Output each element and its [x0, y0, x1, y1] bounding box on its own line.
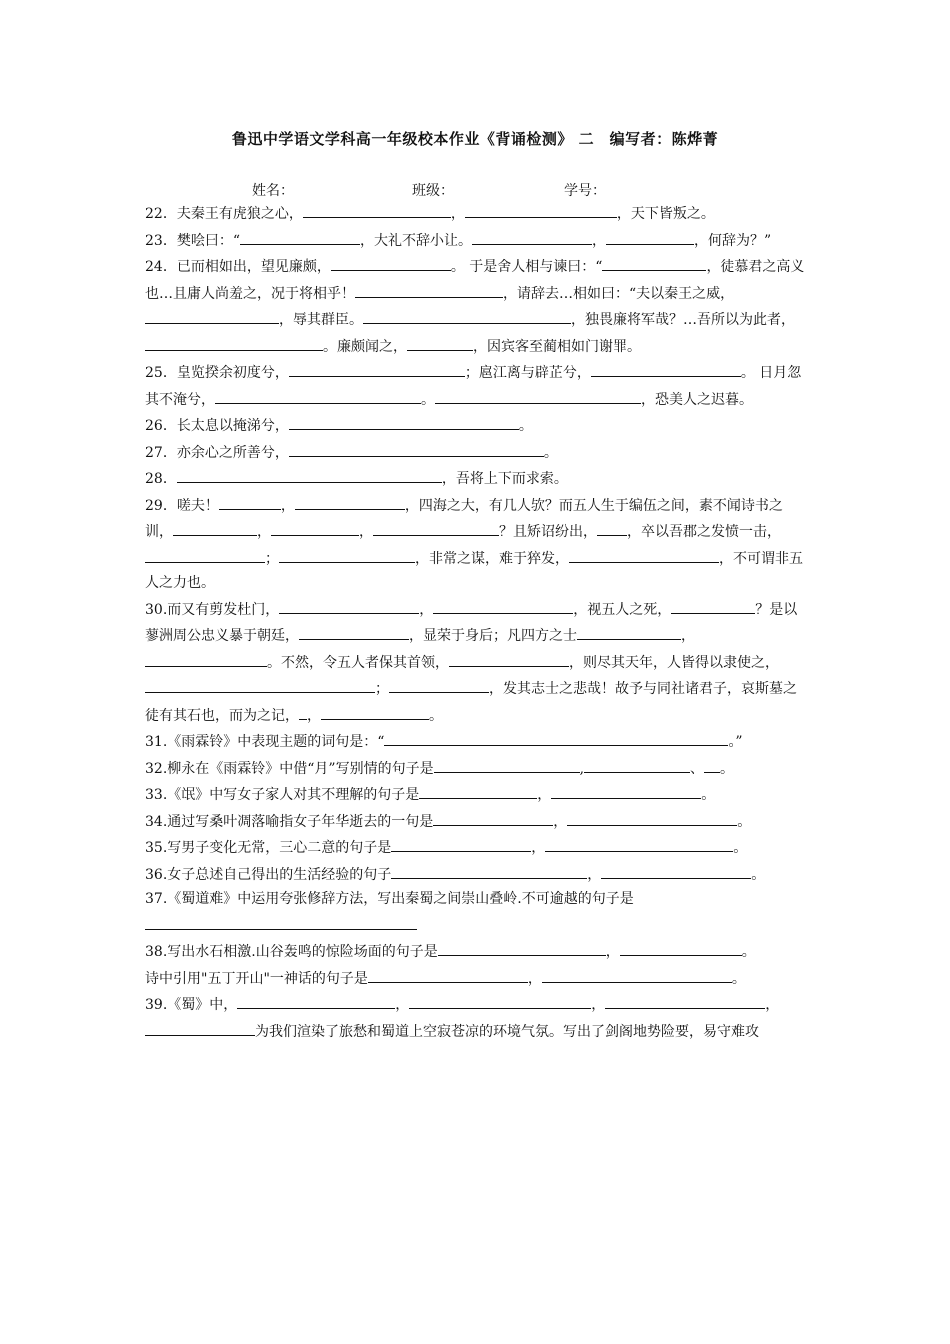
question-text: ，	[681, 628, 695, 644]
question-text: 亦余心之所善兮，	[176, 444, 289, 461]
answer-blank[interactable]	[438, 938, 606, 956]
answer-blank[interactable]	[407, 333, 473, 351]
question-item	[145, 808, 810, 835]
question-number: 28．	[145, 471, 177, 487]
answer-blank[interactable]	[606, 227, 694, 245]
answer-blank[interactable]	[289, 412, 519, 430]
answer-blank[interactable]	[173, 518, 257, 536]
question-text: 。	[731, 970, 746, 987]
question-text: 通过写桑叶凋落喻指女子年华逝去的一句是	[167, 813, 434, 830]
question-item	[145, 596, 810, 729]
question-text: ，	[450, 206, 465, 222]
question-item	[145, 938, 810, 965]
question-text: ？且矫诏纷出，	[499, 524, 597, 540]
answer-blank[interactable]	[671, 596, 755, 614]
question-number: 34.	[145, 813, 168, 830]
question-text: 《蜀道难》中运用夸张修辞方法，写出秦蜀之间崇山叠岭.不可逾越的句子是	[167, 891, 634, 907]
question-text: 。	[720, 760, 735, 777]
answer-blank[interactable]	[279, 545, 415, 563]
question-text: ？是以蓼洲周公忠义暴于朝廷，	[145, 601, 798, 644]
answer-blank[interactable]	[219, 492, 281, 510]
answer-blank[interactable]	[435, 386, 641, 404]
question-number: 36.	[145, 866, 168, 883]
answer-blank[interactable]	[591, 359, 741, 377]
question-text: 。	[543, 444, 558, 461]
question-item	[145, 834, 810, 861]
question-number: 25．	[145, 365, 177, 381]
answer-blank[interactable]	[355, 280, 503, 298]
answer-blank[interactable]	[409, 991, 591, 1009]
answer-blank[interactable]	[433, 808, 553, 826]
question-text: 写出水石相激.山谷轰鸣的惊险场面的句子是	[167, 944, 438, 960]
question-text: 已而相如出，望见廉颇，	[176, 259, 331, 275]
answer-blank[interactable]	[299, 702, 307, 720]
question-text: 《蜀》中，	[167, 997, 238, 1013]
answer-blank[interactable]	[177, 465, 442, 483]
answer-blank[interactable]	[240, 227, 360, 245]
question-number: 30.	[145, 601, 168, 618]
question-text: 夫秦王有虎狼之心，	[176, 206, 303, 222]
question-text: ，徒慕君之高义也…且庸人尚羞之，况于将相乎！	[145, 259, 805, 302]
student-id-label: 学号：	[564, 183, 606, 199]
question-item	[145, 781, 810, 808]
question-text: 嗟夫！	[176, 497, 219, 514]
question-number: 32.	[145, 760, 168, 777]
question-text: ，	[605, 944, 620, 960]
answer-blank[interactable]	[145, 675, 375, 693]
question-text: 。	[518, 418, 533, 434]
question-text: ；扈江离与辟芷兮，	[464, 365, 591, 381]
question-item	[145, 253, 810, 359]
answer-blank[interactable]	[419, 781, 537, 799]
question-text: ，不可谓非五人之力也。	[145, 550, 803, 591]
question-text: ，	[307, 707, 321, 724]
answer-blank[interactable]	[303, 200, 451, 218]
answer-blank[interactable]	[389, 675, 489, 693]
question-text: ，卒以吾郡之发愤一击，	[627, 524, 781, 540]
question-text: ，何辞为？”	[694, 232, 772, 249]
answer-blank[interactable]	[289, 359, 465, 377]
answer-blank[interactable]	[434, 755, 580, 773]
answer-blank[interactable]	[605, 991, 765, 1009]
answer-blank[interactable]	[569, 545, 719, 563]
answer-blank[interactable]	[391, 861, 587, 879]
answer-blank[interactable]	[321, 702, 429, 720]
question-text: ，吾将上下而求索。	[441, 471, 568, 487]
question-item	[145, 492, 810, 596]
question-number: 37.	[145, 891, 168, 907]
class-label: 班级：	[412, 183, 454, 199]
question-text: ，发其志士之悲哉！故予与同社诸君子，哀斯墓之徒有其石也，而为之记，	[145, 681, 797, 724]
question-text: 。	[429, 707, 443, 724]
answer-blank[interactable]	[279, 596, 419, 614]
question-text: 。 日月忽其不淹兮，	[145, 365, 802, 408]
question-text: ，独畏廉将军哉？…吾所以为此者，	[571, 312, 795, 328]
answer-blank[interactable]	[295, 492, 405, 510]
question-text: 长太息以掩涕兮，	[176, 418, 289, 434]
answer-blank[interactable]	[299, 622, 409, 640]
answer-blank[interactable]	[433, 596, 573, 614]
question-text: 、	[690, 760, 705, 777]
question-item	[145, 861, 810, 888]
question-number: 39.	[145, 997, 168, 1013]
answer-blank[interactable]	[373, 518, 499, 536]
answer-blank[interactable]	[601, 861, 751, 879]
answer-blank[interactable]	[597, 518, 627, 536]
question-text: ，因宾客至蔺相如门谢罪。	[473, 338, 641, 355]
answer-blank[interactable]	[542, 965, 732, 983]
question-text: ，大礼不辞小让。	[360, 232, 472, 249]
answer-blank[interactable]	[145, 306, 279, 324]
answer-blank[interactable]	[449, 649, 569, 667]
question-text: ，	[395, 997, 410, 1013]
question-text: ，	[553, 813, 568, 830]
question-item	[145, 965, 810, 992]
answer-blank[interactable]	[602, 253, 706, 271]
question-text: ，四海之大，有几人欤？而五人生于编伍之间，素不闻诗书之训，	[145, 497, 783, 540]
answer-blank[interactable]	[145, 333, 323, 351]
question-text: ，	[587, 866, 602, 883]
question-text: 。不然，令五人者保其首领，	[267, 654, 449, 671]
question-number: 22．	[145, 206, 177, 222]
question-item	[145, 728, 810, 755]
question-text: 。	[701, 787, 716, 803]
question-item	[145, 465, 810, 492]
question-text: ，辱其群臣。	[279, 312, 363, 328]
question-text: 。廉颇闻之，	[323, 338, 407, 355]
answer-blank[interactable]	[145, 1018, 255, 1036]
question-number: 31.	[145, 734, 168, 750]
question-text: ，视五人之死，	[573, 601, 672, 618]
answer-blank[interactable]	[145, 545, 265, 563]
answer-blank[interactable]	[472, 227, 592, 245]
question-text: 《雨霖铃》中表现主题的词句是：“	[167, 734, 385, 750]
question-text: 。	[741, 944, 756, 960]
question-text: ，	[591, 997, 606, 1013]
question-number: 24．	[145, 259, 177, 275]
question-item	[145, 200, 810, 227]
answer-blank[interactable]	[215, 386, 421, 404]
question-text: ，则尽其天年，人皆得以隶使之，	[569, 654, 779, 671]
question-text: 皇览揆余初度兮，	[176, 365, 289, 381]
question-number: 35.	[145, 840, 168, 856]
page-title: 鲁迅中学语文学科高一年级校本作业《背诵检测》 二 编写者：陈烨菁	[231, 130, 719, 148]
answer-blank[interactable]	[704, 755, 720, 773]
question-text: 。 于是舍人相与谏曰：“	[450, 259, 603, 275]
question-text: 。	[733, 840, 748, 856]
question-text: ，	[419, 601, 434, 618]
question-text: 。	[421, 391, 435, 408]
question-list	[145, 200, 810, 1044]
question-item	[145, 887, 810, 938]
question-item	[145, 755, 810, 782]
question-text: ，非常之谋，难于猝发，	[415, 550, 569, 567]
question-text: 。	[751, 866, 766, 883]
question-number: 27．	[145, 444, 177, 461]
question-text: ；	[375, 681, 389, 697]
answer-blank[interactable]	[620, 938, 742, 956]
question-text: ，	[531, 840, 546, 856]
question-text: ，	[537, 787, 552, 803]
question-text: ，恐美人之迟暮。	[641, 391, 753, 408]
answer-blank[interactable]	[391, 834, 531, 852]
answer-blank[interactable]	[145, 912, 417, 930]
question-text: 诗中引用"五丁开山"一神话的句子是	[145, 970, 368, 987]
question-text: ，	[359, 524, 373, 540]
question-item	[145, 439, 810, 466]
question-text: ，	[280, 497, 295, 514]
question-text: ，	[527, 970, 542, 987]
question-text: ，	[257, 524, 271, 540]
question-text: ，	[592, 232, 606, 249]
question-text: ，	[765, 997, 780, 1013]
answer-blank[interactable]	[384, 728, 728, 746]
name-label: 姓名：	[252, 183, 294, 199]
question-item	[145, 412, 810, 439]
question-item	[145, 359, 810, 412]
question-text: 柳永在《雨霖铃》中借“月”写别情的句子是	[167, 760, 434, 777]
question-text: 而又有剪发杜门，	[167, 601, 280, 618]
answer-blank[interactable]	[368, 965, 528, 983]
question-item	[145, 227, 810, 254]
question-text: 写男子变化无常，三心二意的句子是	[167, 840, 392, 856]
answer-blank[interactable]	[545, 834, 733, 852]
question-number: 33.	[145, 787, 168, 803]
answer-blank[interactable]	[584, 755, 690, 773]
question-number: 26．	[145, 418, 177, 434]
answer-blank[interactable]	[363, 306, 571, 324]
question-text: 为我们渲染了旅愁和蜀道上空寂苍凉的环境气氛。写出了剑阁地势险要，易守难攻	[255, 1023, 759, 1040]
question-text: 。”	[728, 734, 743, 750]
question-text: ，请辞去…相如曰：“夫以秦王之威，	[503, 285, 735, 302]
question-number: 29．	[145, 497, 177, 514]
answer-blank[interactable]	[577, 622, 681, 640]
question-text: ，显荣于身后；凡四方之士	[409, 628, 577, 644]
answer-blank[interactable]	[465, 200, 617, 218]
question-text: 樊哙曰：“	[176, 232, 240, 249]
question-text: 女子总述自己得出的生活经验的句子	[167, 866, 392, 883]
answer-blank[interactable]	[551, 781, 701, 799]
answer-blank[interactable]	[145, 649, 267, 667]
question-text: ，天下皆叛之。	[616, 206, 715, 222]
answer-blank[interactable]	[289, 439, 544, 457]
question-item	[145, 991, 810, 1044]
answer-blank[interactable]	[271, 518, 359, 536]
question-number: 23．	[145, 232, 177, 249]
answer-blank[interactable]	[237, 991, 395, 1009]
question-text: 《氓》中写女子家人对其不理解的句子是	[167, 787, 420, 803]
question-text: 。	[737, 813, 752, 830]
question-number: 38.	[145, 944, 168, 960]
question-text: ；	[265, 550, 279, 567]
answer-blank[interactable]	[567, 808, 737, 826]
question-text: ,	[579, 760, 585, 777]
answer-blank[interactable]	[331, 253, 451, 271]
